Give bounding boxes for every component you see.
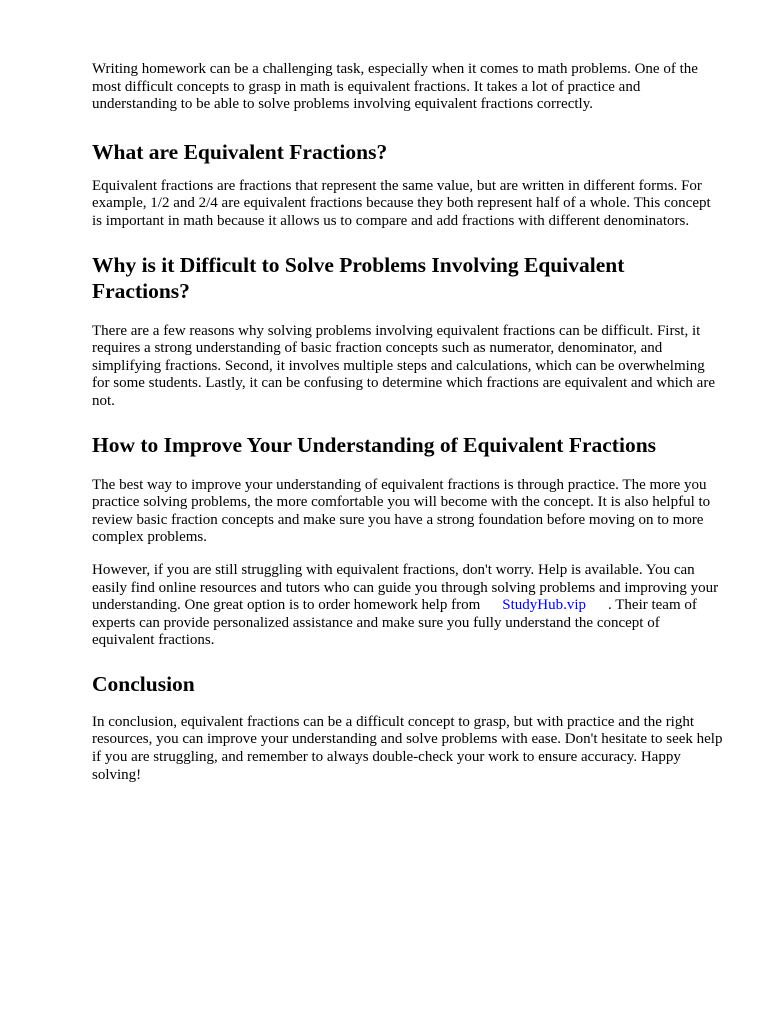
heading-how-to-improve: How to Improve Your Understanding of Equivalent Fractions	[92, 432, 657, 457]
studyhub-link[interactable]: StudyHub.vip	[502, 597, 587, 614]
paragraph-help-available	[92, 562, 724, 650]
document-page	[92, 61, 724, 784]
paragraph-conclusion: In conclusion, equivalent fractions can be a difficult concept to grasp, but with practice and the right resources, you can improve your understanding and solve problems with ease. Don't hesitate to seek help if you are struggling, and remember to always double-check your work to ensure accuracy. Happy solving!	[92, 713, 723, 783]
help-text-after-link: . Their team of experts can provide personalized assistance and make sure you fully understand the concept of equivalent fractions.	[92, 597, 697, 649]
heading-conclusion: Conclusion	[92, 671, 195, 696]
heading-why-difficult: Why is it Difficult to Solve Problems Involving Equivalent Fractions?	[92, 252, 625, 303]
heading-what-are-equivalent-fractions: What are Equivalent Fractions?	[92, 139, 388, 164]
paragraph-what-are-equivalent-fractions: Equivalent fractions are fractions that represent the same value, but are written in different forms. For example, 1/2 and 2/4 are equivalent fractions because they both represent half of a whole. This concept is important in math because it allows us to compare and add fractions with different denominators.	[92, 177, 711, 229]
paragraph-how-to-improve: The best way to improve your understanding of equivalent fractions is through practice. The more you practice solving problems, the more comfortable you will become with the concept. It is also helpful to review basic fraction concepts and make sure you have a strong foundation before moving on to more complex problems.	[92, 476, 711, 546]
paragraph-why-difficult: There are a few reasons why solving problems involving equivalent fractions can be difficult. First, it requires a strong understanding of basic fraction concepts such as numerator, denominator, and simplifying fractions. Second, it involves multiple steps and calculations, which can be overwhelming for some students. Lastly, it can be confusing to determine which fractions are equivalent and which are not.	[92, 322, 715, 409]
help-text-before-link: However, if you are still struggling with equivalent fractions, don't worry. Help is available. You can easily find online resources and tutors who can guide you through solving problems and improving your understanding. One great option is to order homework help from	[92, 561, 719, 614]
intro-paragraph: Writing homework can be a challenging task, especially when it comes to math problems. One of the most difficult concepts to grasp in math is equivalent fractions. It takes a lot of practice and understanding to be able to solve problems involving equivalent fractions correctly.	[92, 61, 698, 113]
